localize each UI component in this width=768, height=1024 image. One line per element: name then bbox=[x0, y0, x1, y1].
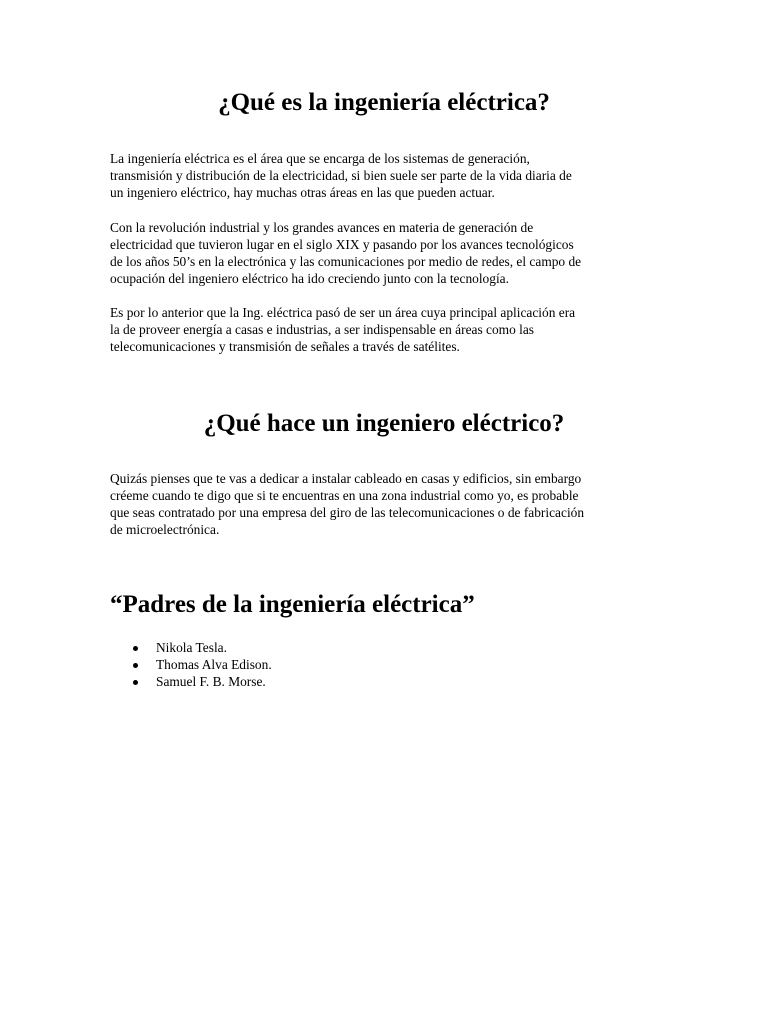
section-3-title: “Padres de la ingeniería eléctrica” bbox=[110, 591, 475, 618]
paragraph-line: telecomunicaciones y transmisión de señales a través de satélites. bbox=[110, 339, 460, 354]
bullet-icon bbox=[133, 680, 138, 685]
paragraph-line: Es por lo anterior que la Ing. eléctrica pasó de ser un área cuya principal aplicación era bbox=[110, 305, 576, 320]
bullet-icon bbox=[133, 646, 138, 651]
list-item-text: Nikola Tesla. bbox=[156, 640, 227, 655]
section-2-paragraph bbox=[110, 470, 670, 538]
section-1-title: ¿Qué es la ingeniería eléctrica? bbox=[218, 89, 550, 116]
paragraph-line: transmisión y distribución de la electricidad, si bien suele ser parte de la vida diaria de bbox=[110, 168, 572, 183]
paragraph-line: Quizás pienses que te vas a dedicar a instalar cableado en casas y edificios, sin embargo bbox=[110, 471, 582, 486]
list-item bbox=[110, 656, 510, 673]
section-1-paragraph-2 bbox=[110, 219, 670, 287]
fathers-list bbox=[110, 639, 510, 690]
section-2-title: ¿Qué hace un ingeniero eléctrico? bbox=[203, 410, 565, 437]
section-1-paragraph-3 bbox=[110, 304, 670, 355]
list-item-text: Samuel F. B. Morse. bbox=[156, 674, 266, 689]
list-item bbox=[110, 639, 510, 656]
list-item bbox=[110, 673, 510, 690]
list-item-text: Thomas Alva Edison. bbox=[156, 657, 272, 672]
paragraph-line: de microelectrónica. bbox=[110, 522, 220, 537]
paragraph-line: que seas contratado por una empresa del giro de las telecomunicaciones o de fabricación bbox=[110, 505, 585, 520]
paragraph-line: un ingeniero eléctrico, hay muchas otras áreas en las que pueden actuar. bbox=[110, 185, 495, 200]
paragraph-line: electricidad que tuvieron lugar en el siglo XIX y pasando por los avances tecnológicos bbox=[110, 237, 574, 252]
bullet-icon bbox=[133, 663, 138, 668]
paragraph-line: la de proveer energía a casas e industrias, a ser indispensable en áreas como las bbox=[110, 322, 534, 337]
paragraph-line: de los años 50’s en la electrónica y las comunicaciones por medio de redes, el campo de bbox=[110, 254, 582, 269]
section-1-paragraph-1 bbox=[110, 150, 670, 201]
paragraph-line: La ingeniería eléctrica es el área que se encarga de los sistemas de generación, bbox=[110, 151, 530, 166]
paragraph-line: ocupación del ingeniero eléctrico ha ido creciendo junto con la tecnología. bbox=[110, 271, 509, 286]
paragraph-line: créeme cuando te digo que si te encuentras en una zona industrial como yo, es probable bbox=[110, 488, 579, 503]
paragraph-line: Con la revolución industrial y los grandes avances en materia de generación de bbox=[110, 220, 534, 235]
